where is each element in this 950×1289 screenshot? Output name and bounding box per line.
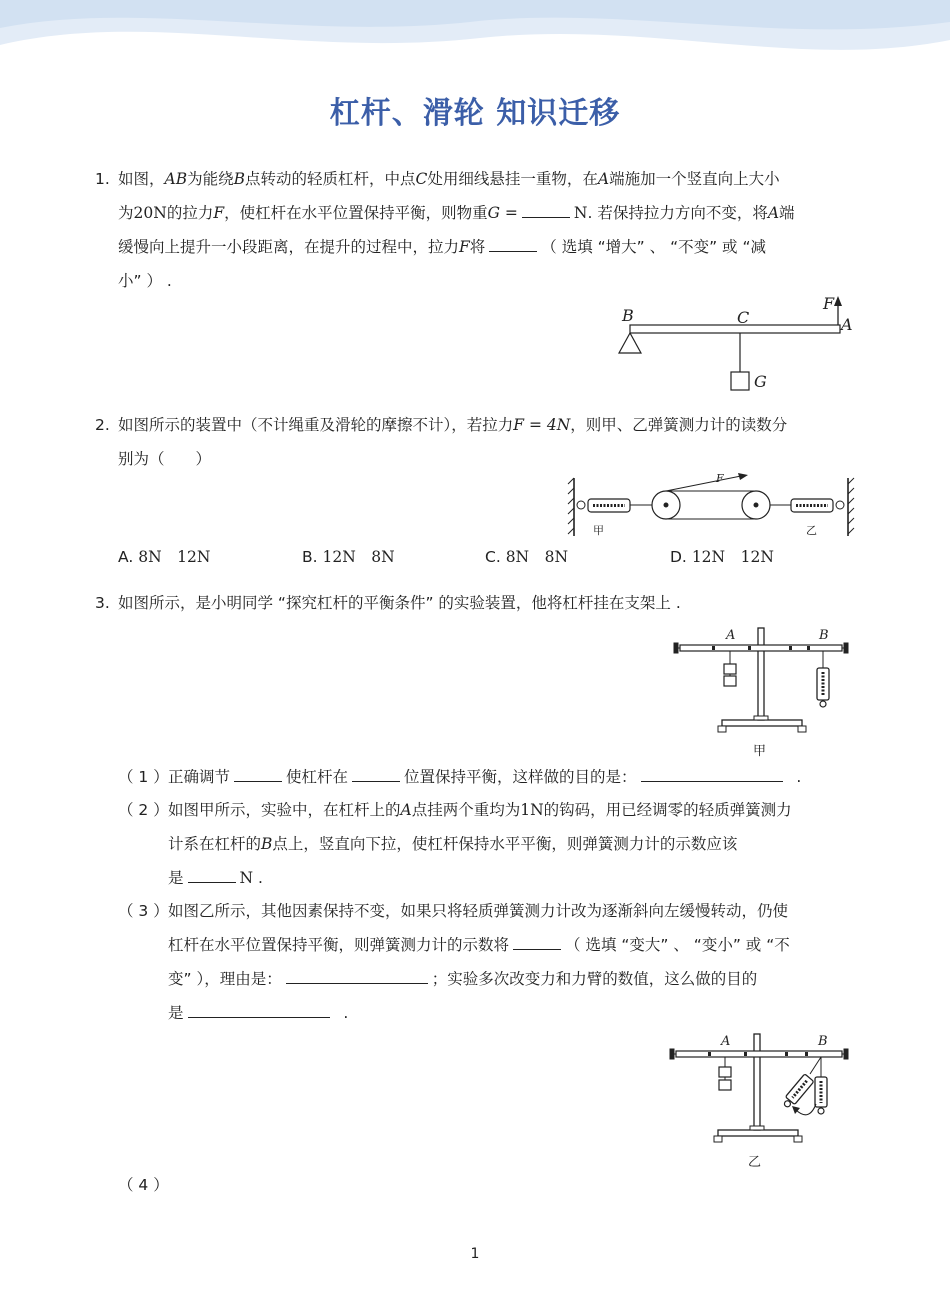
label-B: B xyxy=(622,306,634,325)
left-hook xyxy=(577,501,585,509)
lever-bar xyxy=(680,645,842,651)
stand-pole xyxy=(754,1034,760,1130)
rotation-arrow xyxy=(796,1104,816,1115)
text: 的拉力 xyxy=(166,204,214,222)
text: 的钩码，用已经调零的轻质弹簧测力 xyxy=(543,801,792,819)
text: 为能绕 xyxy=(187,170,234,188)
text: 如图， xyxy=(118,170,165,188)
stand-base xyxy=(722,720,802,726)
lever-experiment-figure-yi xyxy=(664,1030,854,1172)
answer-blank[interactable] xyxy=(352,763,400,782)
force-arrowhead xyxy=(834,296,842,306)
question-3 xyxy=(95,586,865,620)
sub-label: （ 1 ） xyxy=(118,768,169,786)
lever-figure xyxy=(610,292,860,394)
spring-scale-tilted xyxy=(781,1074,814,1110)
text: . xyxy=(343,1004,349,1022)
text: 计系在杠杆的 xyxy=(168,835,262,853)
question-number: 3. xyxy=(95,594,110,612)
scale-string-tilted xyxy=(810,1057,821,1074)
hook-weight xyxy=(719,1067,731,1077)
question-body xyxy=(118,408,865,476)
math: F xyxy=(459,238,470,256)
pivot-triangle xyxy=(619,333,641,353)
math: C xyxy=(415,170,428,188)
label-A: A xyxy=(726,628,736,643)
math: F xyxy=(213,204,225,222)
text: 正确调节 xyxy=(168,768,231,786)
text: 为 xyxy=(118,204,134,222)
text: ，则甲、乙弹簧测力计的读数分 xyxy=(570,416,788,434)
right-hook xyxy=(836,501,844,509)
figure-caption: 甲 xyxy=(753,744,767,759)
answer-blank[interactable] xyxy=(489,233,537,252)
text: 位置保持平衡，这样做的目的是： xyxy=(404,768,637,786)
question-number: 2. xyxy=(95,416,110,434)
text: 如图乙所示，其他因素保持不变，如果只将轻质弹簧测力计改为逐渐斜向左缓慢转动，仍使 xyxy=(168,902,789,920)
text: ，使杠杆在水平位置保持平衡，则物重 xyxy=(224,204,488,222)
answer-blank[interactable] xyxy=(522,199,570,218)
label-jia: 甲 xyxy=(593,524,604,537)
text: 使杠杆在 xyxy=(286,768,349,786)
math: A xyxy=(400,801,412,819)
text: 点转动的轻质杠杆，中点 xyxy=(245,170,416,188)
text: 处用细线悬挂一重物，在 xyxy=(427,170,598,188)
label-B: B xyxy=(818,1034,828,1049)
answer-blank[interactable] xyxy=(286,965,428,984)
math: G = xyxy=(487,204,518,222)
option-label: C. xyxy=(485,548,501,566)
label-F: F xyxy=(716,472,724,485)
math: B xyxy=(233,170,246,188)
hook-weight xyxy=(724,676,736,686)
text: 端 xyxy=(779,204,795,222)
weight-block xyxy=(731,372,749,390)
label-B: B xyxy=(819,628,829,643)
option-c[interactable] xyxy=(485,540,568,574)
label-A: A xyxy=(841,315,853,334)
option-text: 8N 12N xyxy=(138,548,211,566)
text: 是 xyxy=(168,869,184,887)
text: （ 选填 “变大” 、 “变小” 或 “不 xyxy=(565,936,790,954)
text: . xyxy=(258,869,263,887)
math: B xyxy=(261,835,273,853)
math: N xyxy=(239,869,254,887)
text: 缓慢向上提升一小段距离，在提升的过程中，拉力 xyxy=(118,238,460,256)
right-wall-hatch xyxy=(848,478,854,534)
sub-body xyxy=(168,793,878,895)
hook-weight xyxy=(724,664,736,674)
sub-label: （ 2 ） xyxy=(118,801,169,819)
label-G: G xyxy=(754,372,767,391)
text: （ 选填 “增大” 、 “不变” 或 “减 xyxy=(541,238,767,256)
text: 别为（ ） xyxy=(118,450,212,468)
page-number: 1 xyxy=(470,1246,480,1262)
sub-body xyxy=(168,894,878,1030)
label-A: A xyxy=(721,1034,731,1049)
question-number: 1. xyxy=(95,170,110,188)
answer-blank[interactable] xyxy=(188,999,330,1018)
text: 如图甲所示，实验中，在杠杆上的 xyxy=(168,801,401,819)
option-label: A. xyxy=(118,548,134,566)
text: 小” ） . xyxy=(118,272,172,290)
pulley-figure xyxy=(566,470,856,540)
answer-blank[interactable] xyxy=(188,864,236,883)
option-d[interactable] xyxy=(670,540,774,574)
q2-options xyxy=(118,540,878,574)
text: 如图所示，是小明同学 “探究杠杆的平衡条件” 的实验装置，他将杠杆挂在支架上 . xyxy=(118,594,681,612)
q3-sub-2 xyxy=(118,793,878,895)
option-text: 8N 8N xyxy=(505,548,569,566)
q3-sub-3 xyxy=(118,894,878,1030)
option-text: 12N 8N xyxy=(322,548,395,566)
option-a[interactable] xyxy=(118,540,210,574)
sub-label: （ 3 ） xyxy=(118,902,169,920)
left-wall-hatch xyxy=(568,478,574,534)
stand-base xyxy=(718,1130,798,1136)
label-yi: 乙 xyxy=(806,524,817,537)
math: AB xyxy=(164,170,188,188)
math: A xyxy=(597,170,610,188)
text: . 若保持拉力方向不变，将 xyxy=(587,204,768,222)
text: ；实验多次改变力和力臂的数值，这么做的目的 xyxy=(431,970,758,988)
hook-weight xyxy=(719,1080,731,1090)
sub-label: （ 4 ） xyxy=(118,1176,169,1194)
question-body xyxy=(118,162,865,298)
option-b[interactable] xyxy=(302,540,395,574)
pull-arrowhead xyxy=(738,473,748,480)
text: 将 xyxy=(469,238,486,256)
answer-blank[interactable] xyxy=(641,763,783,782)
question-body xyxy=(118,586,865,620)
text: 端施加一个竖直向上大小 xyxy=(609,170,780,188)
question-1 xyxy=(95,162,865,298)
question-2 xyxy=(95,408,865,476)
text: . xyxy=(796,768,802,786)
lever-bar xyxy=(630,325,840,333)
answer-blank[interactable] xyxy=(513,931,561,950)
label-C: C xyxy=(737,308,750,327)
pull-rope xyxy=(666,476,741,491)
text: 点挂两个重均为 xyxy=(411,801,521,819)
option-label: D. xyxy=(670,548,687,566)
lever-experiment-figure-jia xyxy=(668,624,854,762)
text: 是 xyxy=(168,1004,184,1022)
text: 杠杆在水平位置保持平衡，则弹簧测力计的示数将 xyxy=(168,936,510,954)
lever-bar xyxy=(676,1051,842,1057)
text: 如图所示的装置中（不计绳重及滑轮的摩擦不计），若拉力 xyxy=(118,416,514,434)
text: 变” ），理由是： xyxy=(168,970,282,988)
text: 点上，竖直向下拉，使杠杆保持水平平衡，则弹簧测力计的示数应该 xyxy=(272,835,738,853)
q3-sub-1 xyxy=(118,760,878,794)
stand-pole xyxy=(758,628,764,720)
figure-caption: 乙 xyxy=(748,1155,762,1170)
option-text: 12N 12N xyxy=(691,548,774,566)
math: F = 4N xyxy=(513,416,571,434)
option-label: B. xyxy=(302,548,318,566)
label-F: F xyxy=(823,294,835,313)
math: 1N xyxy=(520,801,544,819)
math: A xyxy=(767,204,780,222)
sub-body xyxy=(168,760,878,794)
answer-blank[interactable] xyxy=(234,763,282,782)
header-wave-decoration xyxy=(0,0,950,70)
math: 20N xyxy=(133,204,167,222)
page-title: 杠杆、滑轮 知识迁移 xyxy=(329,96,621,131)
math: N xyxy=(573,204,588,222)
